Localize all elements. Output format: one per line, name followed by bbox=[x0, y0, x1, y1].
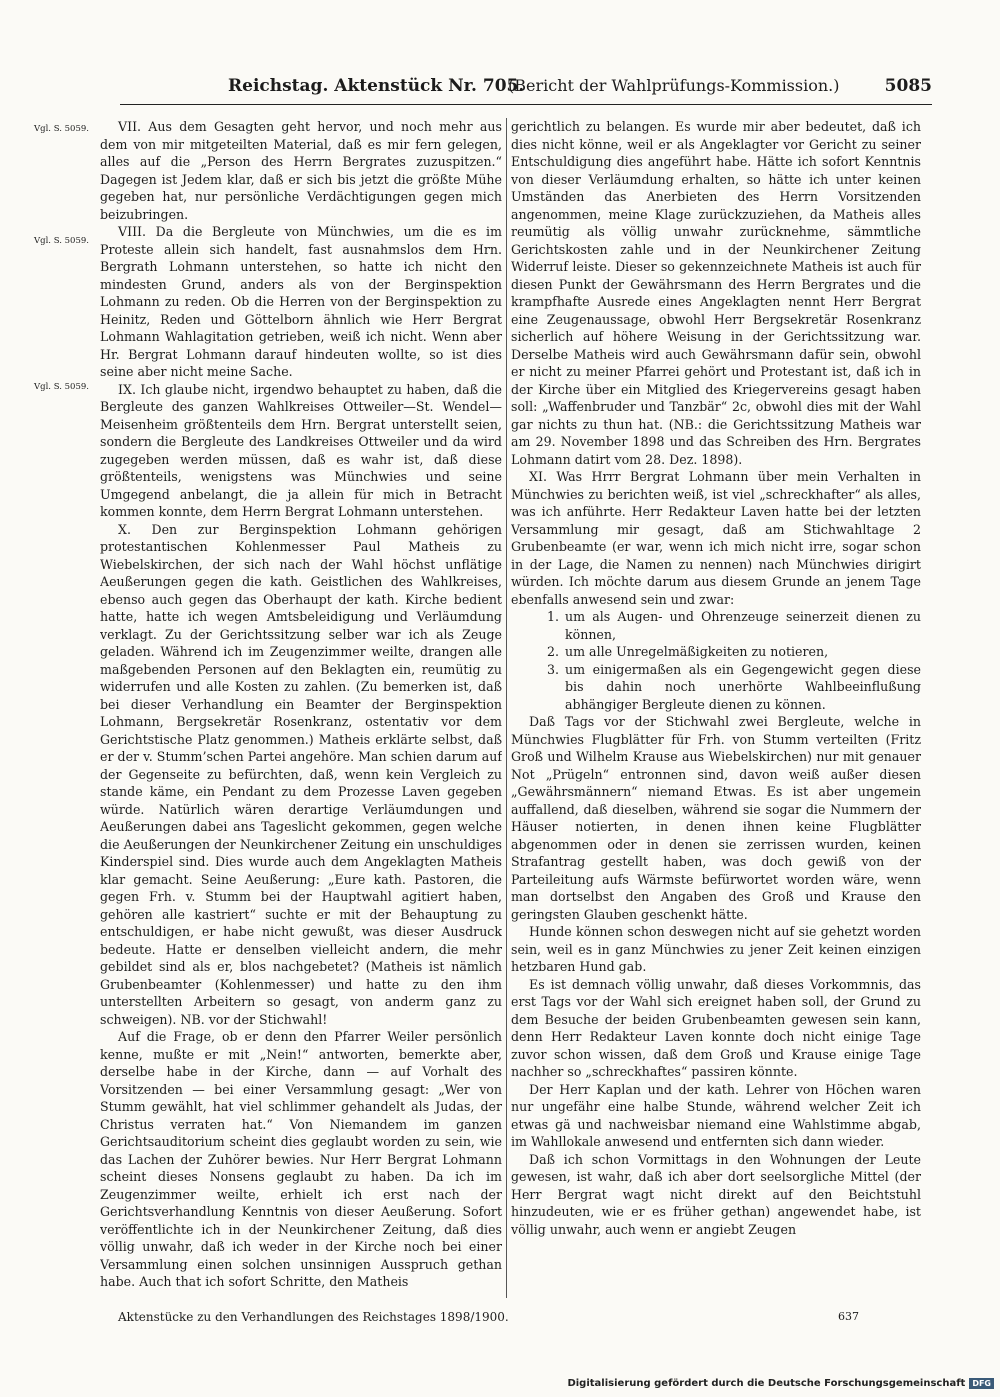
margin-reference: Vgl. S. 5059. bbox=[34, 236, 89, 246]
margin-reference: Vgl. S. 5059. bbox=[34, 124, 89, 134]
paragraph: Auf die Frage, ob er denn den Pfarrer Weiler persönlich kenne, mußte er mit „Nein!“ antworten, bemerkte aber, derselbe habe in der Kirche, dann — auf Vorhalt des Vorsitzenden — bei einer Versammlung gesagt: „Wer von Stumm gewählt, hat viel schlimmer gehandelt als Judas, der Christus verraten hat.“ Von Niemandem im ganzen Gerichtsauditorium scheint dies geglaubt worden zu sein, wie das Lachen der Zuhörer bewies. Nur Herr Bergrat Lohmann scheint dieses Nonsens geglaubt zu haben. Da ich im Zeugenzimmer weilte, erhielt ich erst nach der Gerichtsverhandlung Kenntnis von dieser Aeußerung. Sofort veröffentlichte ich in der Neunkirchener Zeitung, daß dies völlig unwahr, daß ich weder in der Kirche noch bei einer Versammlung einen solchen unsinnigen Ausspruch gethan habe. Auch that ich sofort Schritte, den Matheis bbox=[100, 1029, 502, 1289]
right-column bbox=[511, 118, 921, 1303]
header-title: Reichstag. Aktenstück Nr. 705. bbox=[228, 76, 525, 96]
paragraph-x: X. Den zur Berginspektion Lohmann gehörigen protestantischen Kohlenmesser Paul Matheis zu Wiebelskirchen, der sich nach der Wahl höchst unflätige Aeußerungen gegen die kath. Geistlichen des Wahlkreises, ebenso auch gegen das Oberhaupt der kath. Kirche bedient hatte, hatte ich wegen Amtsbeleidigung und Verläumdung verklagt. Zu der Gerichtssitzung selber war ich als Zeuge geladen. Während ich im Zeugenzimmer weilte, drangen alle maßgebenden Personen auf den Beklagten ein, reumütig zu widerrufen und alle Kosten zu zahlen. (Zu bemerken ist, daß bei dieser Verhandlung ein Beamter der Berginspektion Lohmann, Bergsekretär Rosenkranz, ostentativ vor dem Gerichtstische Platz genommen.) Matheis erklärte selbst, daß er der v. Stumm’schen Partei angehöre. Man schien darum auf der Gegenseite zu befürchten, daß, wenn kein Vergleich zu stande käme, ein Pendant zu dem Prozesse Laven gegeben würde. Natürlich wären derartige Verläumdungen und Aeußerungen dabei ans Tageslicht gekommen, gegen welche die Aeußerungen der Neunkirchener Zeitung ein unschuldiges Kinderspiel sind. Dies wurde auch dem Angeklagten Matheis klar gemacht. Seine Aeußerung: „Eure kath. Pastoren, die gegen Frh. v. Stumm bei der Hauptwahl agitiert haben, gehören alle kastriert“ suchte er mit der Behauptung zu entschuldigen, er habe nicht gewußt, was dieser Ausdruck bedeute. Hatte er denselben vielleicht andern, die mehr gebildet sind als er, blos nachgebetet? (Matheis ist nämlich Grubenbeamter (Kohlenmesser) und hatte zu den ihm unterstellten Arbeitern so gesagt, von anderm ganz zu schweigen). NB. vor der Stichwahl! bbox=[100, 521, 502, 1027]
left-column bbox=[100, 118, 502, 1303]
paragraph-ix: IX. Ich glaube nicht, irgendwo behauptet zu haben, daß die Bergleute des ganzen Wahlkreises Ottweiler—St. Wendel—Meisenheim größtenteils dem Hrn. Bergrat unterstellt seien, sondern die Bergleute des Landkreises Ottweiler und da wird zugegeben werden müssen, daß es wahr ist, daß diese größtenteils, wenigstens was Münchwies und seine Umgegend anbelangt, die ja allein für mich in Betracht kommen konnte, dem Herrn Bergrat Lohmann unterstehen. bbox=[100, 381, 502, 519]
column-divider bbox=[506, 118, 507, 1298]
paragraph-vii: VII. Aus dem Gesagten geht hervor, und noch mehr aus dem von mir mitgeteilten Material, daß es mir fern gelegen, alles auf die „Person des Herrn Bergrates zuzuspitzen.“ Dagegen ist Jedem klar, daß er sich bis jetzt die größte Mühe gegeben hat, nur persönliche Verdächtigungen gegen mich beizubringen. bbox=[100, 119, 502, 222]
paragraph: Der Herr Kaplan und der kath. Lehrer von Höchen waren nur ungefähr eine halbe Stunde, während welcher Zeit ich etwas gä und nachweisbar niemand eine Wahlstimme abgab, im Wahllokale anwesend und entfernten sich dann wieder. bbox=[511, 1081, 921, 1149]
list-item: 2. um alle Unregelmäßigkeiten zu notieren, bbox=[563, 643, 921, 661]
numbered-list bbox=[511, 608, 921, 713]
paragraph: Daß Tags vor der Stichwahl zwei Bergleute, welche in Münchwies Flugblätter für Frh. von Stumm verteilten (Fritz Groß und Wilhelm Krause aus Wiebelskirchen) nur mit genauer Not „Prügeln“ entronnen sind, davon weiß außer diesen „Gewährsmännern“ niemand Etwas. Es ist aber ungemein auffallend, daß dieselben, während sie sogar die Nummern der Häuser notierten, in denen ihnen keine Flugblätter abgenommen oder in denen sie zerrissen wurden, keinen Strafantrag gestellt haben, was doch gewiß von der Parteileitung aufs Wärmste befürwortet worden wäre, wenn man dortselbst den Angaben des Groß und Krause den geringsten Glauben geschenkt hätte. bbox=[511, 714, 921, 922]
paragraph: Hunde können schon deswegen nicht auf sie gehetzt worden sein, weil es in ganz Münchwies zu jener Zeit keinen einzigen hetzbaren Hund gab. bbox=[511, 924, 921, 974]
digitization-credit bbox=[567, 1378, 994, 1389]
paragraph: Es ist demnach völlig unwahr, daß dieses Vorkommnis, das erst Tags vor der Wahl sich ereignet haben soll, der Grund zu dem Besuche der beiden Grubenbeamten gewesen sein kann, denn Herr Redakteur Laven konnte doch nicht einige Tage zuvor schon wissen, daß dem Groß und Krause einige Tage nachher so „schreckhaftes“ passiren könnte. bbox=[511, 976, 921, 1079]
dfg-logo-icon: DFG bbox=[969, 1378, 994, 1389]
margin-reference: Vgl. S. 5059. bbox=[34, 382, 89, 392]
list-item: 3. um einigermaßen als ein Gegengewicht gegen diese bis dahin noch unerhörte Wahlbeeinflußung abhängiger Bergleute dienen zu können. bbox=[563, 661, 921, 714]
paragraph-continued: gerichtlich zu belangen. Es wurde mir aber bedeutet, daß ich dies nicht könne, weil er als Angeklagter vor Gericht zu seiner Entschuldigung dies angeführt habe. Hätte ich sofort Kenntnis von dieser Verläumdung erhalten, so hätte ich unter keinen Umständen das Anerbieten des Herrn Vorsitzenden angenommen, meine Klage zurückzuziehen, da Matheis alles reumütig als völlig unwahr zurücknehme, sämmtliche Gerichtskosten zahle und in der Neunkirchener Zeitung Widerruf leiste. Dieser so gekennzeichnete Matheis ist auch für diesen Punkt der Gewährsmann des Herrn Bergrates und die krampfhafte Ausrede eines Angeklagten nennt Herr Bergrat eine Zeugenaussage, obwohl Herr Bergsekretär Rosenkranz sicherlich auf höhere Weisung in der Gerichtssitzung war. Derselbe Matheis wird auch Gewährsmann dafür sein, obwohl er nicht zu meiner Pfarrei gehört und Protestant ist, daß ich in der Kirche über ein Mitglied des Kriegervereins gesagt haben soll: „Waffenbruder und Tanzbär“ 2c, obwohl dies mit der Wahl gar nichts zu thun hat. (NB.: die Gerichtssitzung Matheis war am 29. November 1898 und das Schreiben des Hrn. Bergrates Lohmann datirt vom 28. Dez. 1898). bbox=[511, 119, 921, 467]
footer-source: Aktenstücke zu den Verhandlungen des Reichstages 1898/1900. bbox=[118, 1310, 509, 1324]
header-subtitle: (Bericht der Wahlprüfungs-Kommission.) bbox=[508, 76, 840, 95]
paragraph-xi: XI. Was Hrrr Bergrat Lohmann über mein Verhalten in Münchwies zu berichten weiß, ist viel „schreckhafter“ als alles, was ich anführte. Herr Redakteur Laven hatte bei der letzten Versammlung mir gesagt, daß am Stichwahltage 2 Grubenbeamte (er war, wenn ich mich nicht irre, sogar schon in der Lage, die Namen zu nennen) nach Münchwies dirigirt würden. Ich möchte darum aus diesem Grunde an jenem Tage ebenfalls anwesend sein und zwar: bbox=[511, 469, 921, 607]
page-number: 5085 bbox=[884, 76, 932, 96]
paragraph-viii: VIII. Da die Bergleute von Münchwies, um die es im Proteste allein sich handelt, fast ausnahmslos dem Hrn. Bergrath Lohmann unterstehen, so hatte ich nicht den mindesten Grund, anders als von der Berginspektion Lohmann zu reden. Ob die Herren von der Berginspektion zu Heinitz, Reden und Göttelborn ähnlich wie Herr Bergrat Lohmann Wahlagitation getrieben, weiß ich nicht. Wenn aber Hr. Bergrat Lohmann darauf hindeuten wollte, so ist dies seine aber nicht meine Sache. bbox=[100, 224, 502, 379]
page-header bbox=[120, 74, 932, 105]
paragraph: Daß ich schon Vormittags in den Wohnungen der Leute gewesen, ist wahr, daß ich aber dort seelsorgliche Mittel (der Herr Bergrat wagt nicht direkt auf den Beichtstuhl hinzudeuten, wie er es früher gethan) angewendet habe, ist völlig unwahr, auch wenn er angiebt Zeugen bbox=[511, 1151, 921, 1237]
list-item: 1. um als Augen- und Ohrenzeuge seinerzeit dienen zu können, bbox=[563, 608, 921, 643]
footer-number: 637 bbox=[838, 1310, 859, 1323]
digitization-text: Digitalisierung gefördert durch die Deutsche Forschungsgemeinschaft bbox=[567, 1378, 966, 1389]
